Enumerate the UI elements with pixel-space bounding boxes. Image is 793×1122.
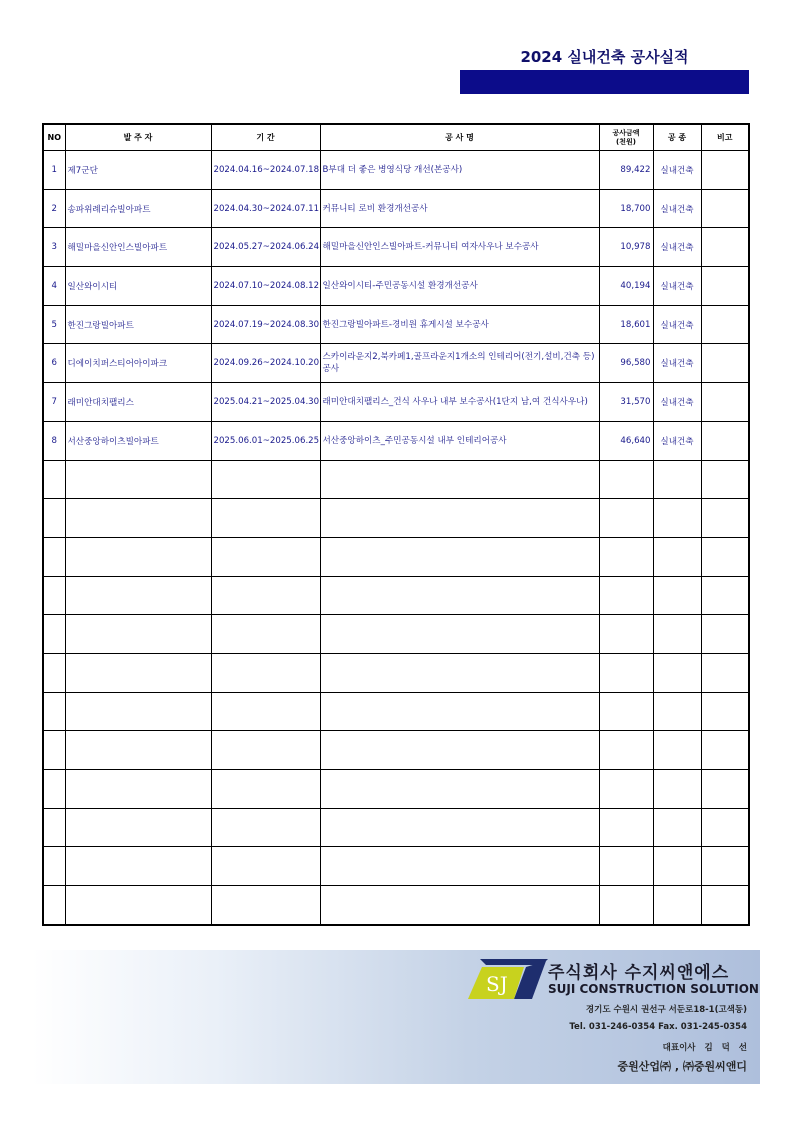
row-type [653, 537, 701, 576]
company-affiliates: 중원산업㈜ , ㈜중원씨앤디 [617, 1060, 747, 1073]
row-no [43, 808, 65, 847]
row-project [320, 460, 599, 499]
row-note [701, 305, 749, 344]
header-amount [599, 124, 653, 151]
row-project [320, 576, 599, 615]
row-no: 4 [43, 267, 65, 306]
row-period: 2024.07.19~2024.08.30 [211, 305, 320, 344]
table-row [43, 151, 749, 190]
row-client [65, 886, 211, 925]
title-bar [460, 70, 749, 94]
row-no: 1 [43, 151, 65, 190]
row-project [320, 731, 599, 770]
row-type: 실내건축 [653, 305, 701, 344]
row-amount: 10,978 [599, 228, 653, 267]
row-project: 스카이라운지2,북카페1,골프라운지1개소의 인테리어(전기,설비,건축 등) 공사 [320, 344, 599, 383]
row-note [701, 576, 749, 615]
row-type: 실내건축 [653, 421, 701, 460]
row-type [653, 615, 701, 654]
company-logo [466, 955, 548, 1001]
row-client [65, 537, 211, 576]
row-client [65, 847, 211, 886]
row-note [701, 537, 749, 576]
row-no: 7 [43, 383, 65, 422]
row-project: 일산와이시티-주민공동시설 환경개선공사 [320, 267, 599, 306]
row-client: 해밀마을신안인스빌아파트 [65, 228, 211, 267]
header-client: 발 주 자 [65, 124, 211, 151]
company-address: 경기도 수원시 권선구 서둔로18-1(고색동) [585, 1005, 747, 1015]
row-client [65, 692, 211, 731]
row-period [211, 808, 320, 847]
row-period: 2025.04.21~2025.04.30 [211, 383, 320, 422]
table-row [43, 344, 749, 383]
row-no [43, 847, 65, 886]
row-client [65, 499, 211, 538]
row-amount: 89,422 [599, 151, 653, 190]
row-note [701, 847, 749, 886]
row-client: 한진그랑빌아파트 [65, 305, 211, 344]
row-period: 2025.06.01~2025.06.25 [211, 421, 320, 460]
row-amount: 18,601 [599, 305, 653, 344]
row-period: 2024.09.26~2024.10.20 [211, 344, 320, 383]
table-row [43, 653, 749, 692]
row-type [653, 692, 701, 731]
row-amount [599, 770, 653, 809]
row-no: 5 [43, 305, 65, 344]
row-period: 2024.05.27~2024.06.24 [211, 228, 320, 267]
row-amount [599, 731, 653, 770]
row-project [320, 653, 599, 692]
row-client [65, 576, 211, 615]
row-note [701, 653, 749, 692]
table-row [43, 383, 749, 422]
row-client [65, 770, 211, 809]
row-no [43, 653, 65, 692]
row-client: 일산와이시티 [65, 267, 211, 306]
row-amount [599, 808, 653, 847]
row-note [701, 886, 749, 925]
row-type [653, 731, 701, 770]
row-note [701, 151, 749, 190]
row-type: 실내건축 [653, 267, 701, 306]
row-project [320, 808, 599, 847]
row-client [65, 653, 211, 692]
row-project [320, 770, 599, 809]
row-no [43, 692, 65, 731]
row-period [211, 731, 320, 770]
row-client: 래미안대치팰리스 [65, 383, 211, 422]
header-no: NO [43, 124, 65, 151]
company-name-ko: 주식회사 수지씨앤에스 [548, 963, 730, 983]
row-note [701, 383, 749, 422]
row-period [211, 537, 320, 576]
table-row [43, 576, 749, 615]
row-period [211, 886, 320, 925]
table-row [43, 615, 749, 654]
table-row [43, 421, 749, 460]
table-row [43, 460, 749, 499]
table-row [43, 189, 749, 228]
row-type [653, 576, 701, 615]
row-note [701, 460, 749, 499]
row-amount [599, 499, 653, 538]
row-project [320, 692, 599, 731]
page-title: 2024 실내건축 공사실적 [520, 48, 689, 66]
row-no [43, 460, 65, 499]
row-no: 8 [43, 421, 65, 460]
table-row [43, 770, 749, 809]
header-note: 비고 [701, 124, 749, 151]
table-header-row [43, 124, 749, 151]
row-project: 커뮤니티 로비 환경개선공사 [320, 189, 599, 228]
row-type [653, 653, 701, 692]
table-row [43, 499, 749, 538]
row-project [320, 615, 599, 654]
row-period: 2024.07.10~2024.08.12 [211, 267, 320, 306]
row-type [653, 499, 701, 538]
row-amount [599, 460, 653, 499]
row-no [43, 499, 65, 538]
row-amount: 46,640 [599, 421, 653, 460]
row-client: 디에이치퍼스티어아이파크 [65, 344, 211, 383]
row-amount [599, 653, 653, 692]
row-project: 한진그랑빌아파트-경비원 휴게시설 보수공사 [320, 305, 599, 344]
table-row [43, 886, 749, 925]
row-amount: 96,580 [599, 344, 653, 383]
works-table [42, 123, 750, 926]
header-amount-line2: (천원) [616, 137, 636, 146]
row-note [701, 267, 749, 306]
row-client: 송파위례리슈빌아파트 [65, 189, 211, 228]
row-amount: 31,570 [599, 383, 653, 422]
row-no [43, 615, 65, 654]
row-note [701, 808, 749, 847]
row-period: 2024.04.16~2024.07.18 [211, 151, 320, 190]
row-type [653, 847, 701, 886]
header-type: 공 종 [653, 124, 701, 151]
row-type: 실내건축 [653, 151, 701, 190]
row-project [320, 847, 599, 886]
row-period [211, 653, 320, 692]
header-period: 기 간 [211, 124, 320, 151]
row-project [320, 499, 599, 538]
row-no [43, 731, 65, 770]
row-no: 3 [43, 228, 65, 267]
header-amount-line1: 공사금액 [612, 128, 640, 137]
row-amount [599, 847, 653, 886]
row-amount [599, 692, 653, 731]
row-amount [599, 537, 653, 576]
row-note [701, 692, 749, 731]
row-period [211, 576, 320, 615]
row-no [43, 770, 65, 809]
row-period: 2024.04.30~2024.07.11 [211, 189, 320, 228]
header-project: 공 사 명 [320, 124, 599, 151]
row-amount [599, 576, 653, 615]
row-note [701, 615, 749, 654]
row-type: 실내건축 [653, 383, 701, 422]
row-project: B부대 더 좋은 병영식당 개선(본공사) [320, 151, 599, 190]
table-row [43, 228, 749, 267]
row-type: 실내건축 [653, 344, 701, 383]
row-client: 제7군단 [65, 151, 211, 190]
row-client [65, 460, 211, 499]
row-no: 6 [43, 344, 65, 383]
row-type [653, 808, 701, 847]
table-row [43, 731, 749, 770]
table-row [43, 847, 749, 886]
row-note [701, 228, 749, 267]
company-ceo: 대표이사 김 덕 선 [662, 1043, 747, 1053]
row-no [43, 576, 65, 615]
row-note [701, 499, 749, 538]
table-row [43, 305, 749, 344]
row-type: 실내건축 [653, 228, 701, 267]
company-phone: Tel. 031-246-0354 Fax. 031-245-0354 [569, 1022, 747, 1032]
row-type [653, 460, 701, 499]
row-client [65, 731, 211, 770]
row-type: 실내건축 [653, 189, 701, 228]
row-project: 래미안대치팰리스_건식 사우나 내부 보수공사(1단지 남,여 건식사우나) [320, 383, 599, 422]
row-note [701, 344, 749, 383]
row-client [65, 808, 211, 847]
row-type [653, 886, 701, 925]
row-period [211, 615, 320, 654]
row-period [211, 692, 320, 731]
table-row [43, 267, 749, 306]
row-amount: 40,194 [599, 267, 653, 306]
row-project: 해밀마을신안인스빌아파트-커뮤니티 여자사우나 보수공사 [320, 228, 599, 267]
row-note [701, 731, 749, 770]
row-period [211, 499, 320, 538]
row-note [701, 189, 749, 228]
row-client [65, 615, 211, 654]
row-project: 서산중앙하이츠_주민공동시설 내부 인테리어공사 [320, 421, 599, 460]
row-note [701, 421, 749, 460]
row-period [211, 847, 320, 886]
row-period [211, 460, 320, 499]
table-row [43, 692, 749, 731]
row-no [43, 537, 65, 576]
row-amount: 18,700 [599, 189, 653, 228]
row-note [701, 770, 749, 809]
company-name-en: SUJI CONSTRUCTION SOLUTION [548, 982, 759, 996]
logo-text: SJ [486, 972, 508, 996]
table-row [43, 537, 749, 576]
row-project [320, 537, 599, 576]
row-client: 서산중앙하이츠빌아파트 [65, 421, 211, 460]
row-amount [599, 886, 653, 925]
row-amount [599, 615, 653, 654]
row-no [43, 886, 65, 925]
row-no: 2 [43, 189, 65, 228]
row-period [211, 770, 320, 809]
row-type [653, 770, 701, 809]
row-project [320, 886, 599, 925]
table-row [43, 808, 749, 847]
